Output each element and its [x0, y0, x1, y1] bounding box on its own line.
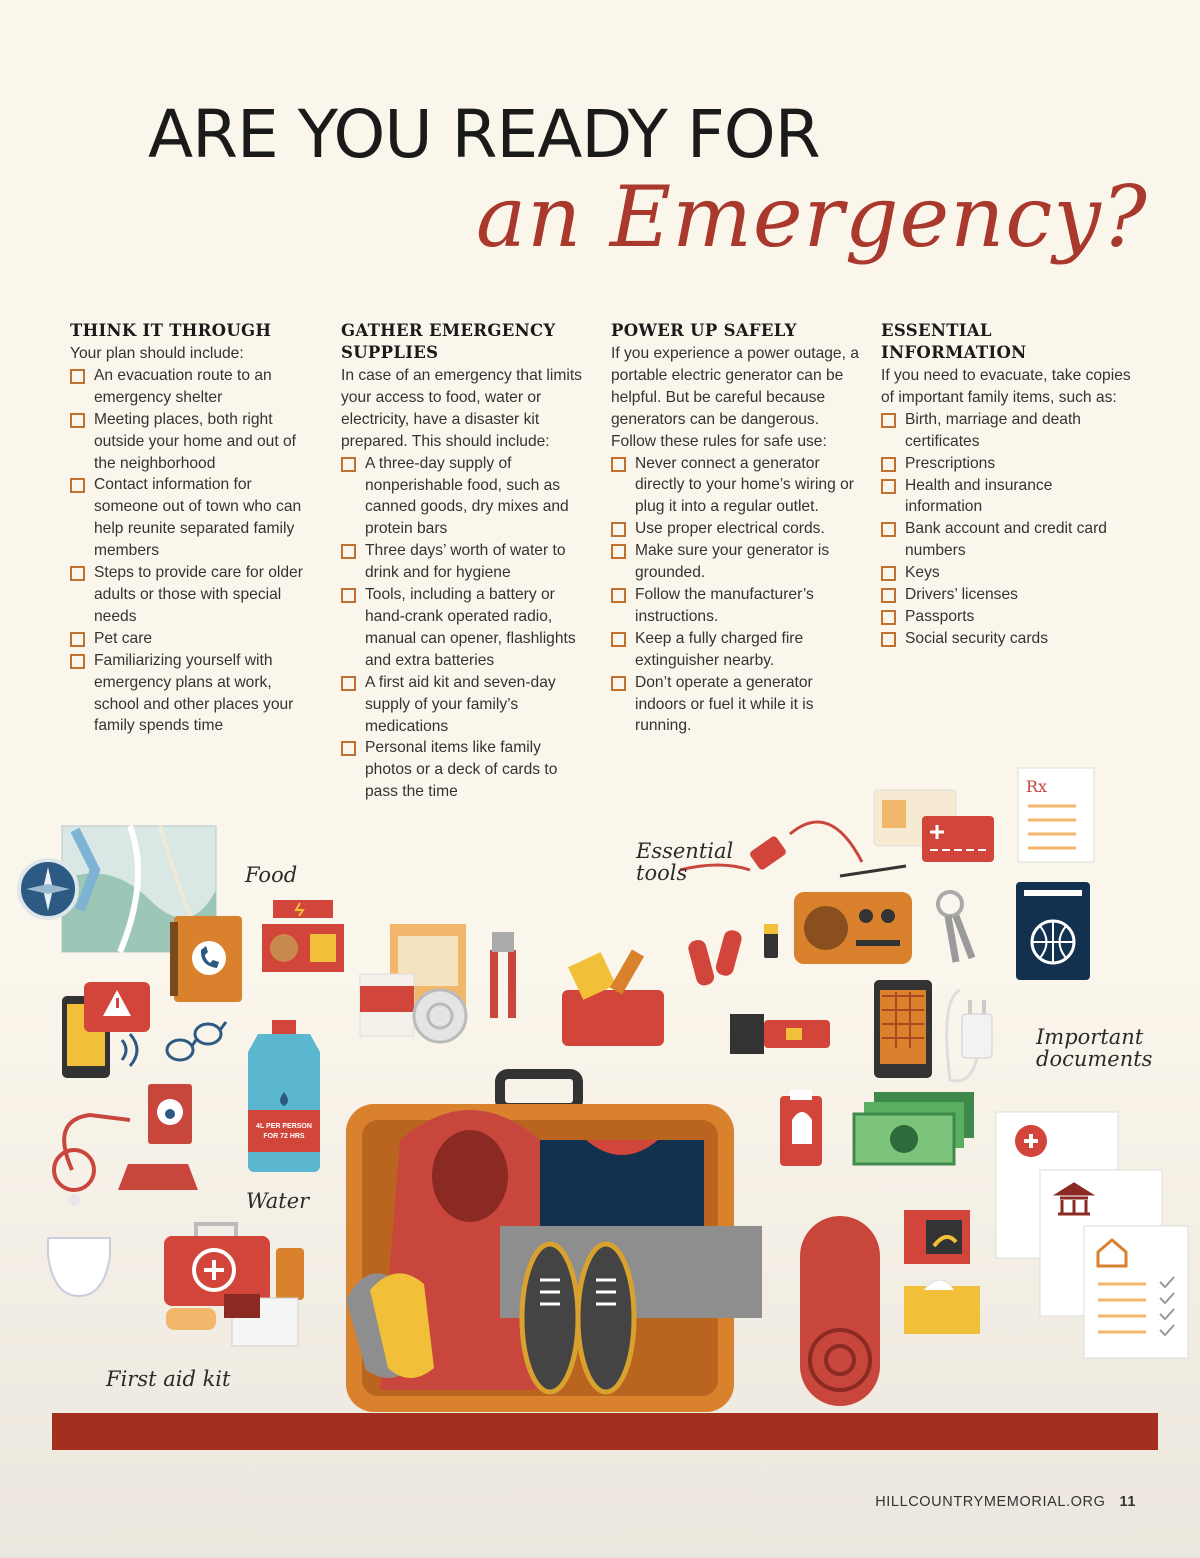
- can-opener-icon: [490, 932, 516, 1018]
- first-aid-kit-icon: [164, 1224, 304, 1346]
- checklist-item: Prescriptions: [881, 453, 1131, 475]
- column-intro: Your plan should include:: [70, 345, 244, 362]
- compass-icon: [19, 860, 77, 918]
- column-heading: ESSENTIAL INFORMATION: [881, 321, 1027, 362]
- checklist: [341, 453, 591, 804]
- title-line-2: an Emergency?: [476, 168, 1148, 266]
- label-first-aid-kit: First aid kit: [106, 1367, 231, 1391]
- column-heading: POWER UP SAFELY: [611, 321, 797, 340]
- pocket-knife-icon: [687, 928, 744, 987]
- checklist-item: Tools, including a battery or hand-crank operated radio, manual can opener, flashlights and extra batteries: [341, 584, 591, 672]
- column-heading: GATHER EMERGENCY SUPPLIES: [341, 321, 556, 362]
- matches-icon: [904, 1210, 970, 1264]
- checklist-item: Keys: [881, 562, 1131, 584]
- page-number: 11: [1119, 1494, 1136, 1510]
- radio-icon: [794, 866, 912, 964]
- rx-symbol: Rx: [1026, 777, 1048, 796]
- charger-icon: [947, 990, 992, 1081]
- checklist-item: Three days’ worth of water to drink and for hygiene: [341, 540, 591, 584]
- column-gather-supplies: [341, 320, 591, 803]
- checklist-item: A first aid kit and seven-day supply of your family’s medications: [341, 672, 591, 738]
- checklist-item: Drivers’ licenses: [881, 584, 1131, 606]
- column-think-it-through: [70, 320, 320, 737]
- checklist-item: Follow the manufacturer’s instructions.: [611, 584, 861, 628]
- checklist-item: Contact information for someone out of town who can help reunite separated family members: [70, 474, 320, 562]
- checklist-item: Pet care: [70, 628, 320, 650]
- glasses-icon: [167, 1022, 226, 1060]
- column-heading: THINK IT THROUGH: [70, 321, 272, 340]
- footer: [875, 1494, 1136, 1510]
- prescription-icon: [1018, 768, 1094, 862]
- column-intro: If you experience a power outage, a portable electric generator can be helpful. But be careful because generators can be dangerous. Follow these rules for safe use:: [611, 345, 859, 450]
- checklist-item: Familiarizing yourself with emergency plans at work, school and other places your family spends time: [70, 650, 320, 738]
- address-book-icon: [170, 916, 242, 1002]
- medicine-icon: [780, 1090, 822, 1166]
- checklist-item: A three-day supply of nonperishable food, such as canned goods, dry mixes and protein bars: [341, 453, 591, 541]
- water-jug-label-1: 4L PER PERSON: [256, 1123, 312, 1130]
- checklist: [611, 453, 861, 738]
- footer-website: HILLCOUNTRYMEMORIAL.ORG: [875, 1494, 1106, 1510]
- keys-icon: [938, 892, 972, 962]
- column-intro: If you need to evacuate, take copies of important family items, such as:: [881, 367, 1131, 406]
- checklist-item: An evacuation route to an emergency shelter: [70, 365, 320, 409]
- id-card-icon: [874, 790, 994, 862]
- checklist: [70, 365, 320, 737]
- label-food: Food: [245, 863, 298, 887]
- water-jug-icon: [248, 1020, 320, 1172]
- checklist-item: Make sure your generator is grounded.: [611, 540, 861, 584]
- checklist-item: Keep a fully charged fire extinguisher nearby.: [611, 628, 861, 672]
- passport-icon: [1016, 882, 1090, 980]
- checklist-item: Personal items like family photos or a deck of cards to pass the time: [341, 737, 591, 803]
- diaper-icon: [48, 1238, 110, 1296]
- battery-icon: [764, 924, 778, 958]
- label-essential-tools: Essential tools: [636, 839, 734, 885]
- label-water: Water: [246, 1189, 310, 1213]
- checklist-item: Meeting places, both right outside your home and out of the neighborhood: [70, 409, 320, 475]
- checklist-item: Bank account and credit card numbers: [881, 518, 1131, 562]
- checklist-item: Health and insurance information: [881, 475, 1131, 519]
- checklist-item: Birth, marriage and death certificates: [881, 409, 1131, 453]
- toolbox-icon: [562, 949, 664, 1046]
- flashlight-icon: [730, 1014, 830, 1054]
- alert-phone-icon: [62, 982, 150, 1078]
- column-intro: In case of an emergency that limits your access to food, water or electricity, have a disaster kit prepared. This should include:: [341, 367, 582, 450]
- label-important-documents: Important documents: [1036, 1025, 1153, 1071]
- checklist-item: Use proper electrical cords.: [611, 518, 861, 540]
- money-icon: [854, 1092, 974, 1164]
- checklist-item: Passports: [881, 606, 1131, 628]
- title-line-1: ARE YOU READY FOR: [148, 96, 820, 173]
- emergency-kit-illustration: [0, 777, 1200, 1430]
- pet-food-icon: [118, 1084, 198, 1190]
- tissue-box-icon: [904, 1280, 980, 1334]
- home-document-icon: [1084, 1226, 1188, 1358]
- checklist-item: Steps to provide care for older adults or those with special needs: [70, 562, 320, 628]
- column-essential-information: [881, 320, 1131, 650]
- smartphone-icon: [874, 980, 932, 1078]
- footer-band: [52, 1413, 1158, 1450]
- checklist-item: Don’t operate a generator indoors or fuel it while it is running.: [611, 672, 861, 738]
- checklist: [881, 409, 1131, 650]
- sleeping-bag-icon: [800, 1216, 880, 1406]
- pet-leash-icon: [54, 1115, 130, 1206]
- checklist-item: Social security cards: [881, 628, 1131, 650]
- column-power-up-safely: [611, 320, 861, 737]
- water-jug-label-2: FOR 72 HRS: [263, 1133, 305, 1140]
- checklist-item: Never connect a generator directly to your home’s wiring or plug it into a regular outlet.: [611, 453, 861, 519]
